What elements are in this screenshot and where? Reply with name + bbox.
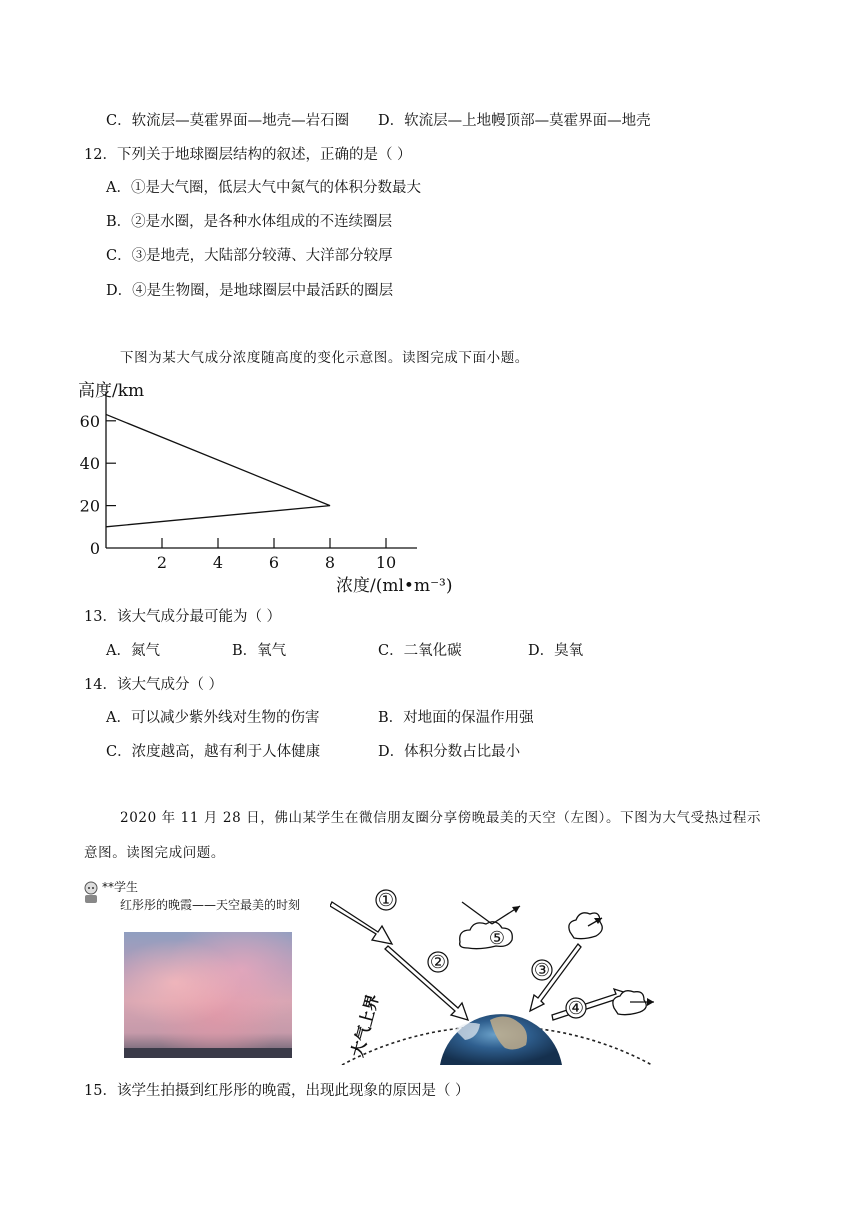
q14-option-a: A．可以减少紫外线对生物的伤害 — [106, 710, 320, 726]
q14-option-d: D．体积分数占比最小 — [378, 744, 521, 760]
q13-stem: 13．该大气成分最可能为（ ） — [84, 609, 282, 625]
x-tick-label: 8 — [324, 553, 336, 572]
q14-stem: 14．该大气成分（ ） — [84, 677, 224, 693]
q14-option-c: C．浓度越高，越有利于人体健康 — [106, 744, 321, 760]
avatar — [80, 880, 102, 906]
concentration-chart — [60, 370, 480, 600]
sunset-photo — [124, 932, 292, 1058]
label-2: ② — [429, 952, 447, 973]
q12-stem: 12．下列关于地球圈层结构的叙述，正确的是（ ） — [84, 147, 412, 163]
q11-option-c: C．软流层—莫霍界面—地壳—岩石圈 — [106, 113, 350, 129]
label-3: ③ — [533, 960, 551, 981]
q11-option-d: D．软流层—上地幔顶部—莫霍界面—地壳 — [378, 113, 651, 129]
q12-option-b: B．②是水圈，是各种水体组成的不连续圈层 — [106, 214, 393, 230]
q13-option-c: C．二氧化碳 — [378, 643, 462, 659]
ground-radiation-arrow — [385, 946, 468, 1020]
q12-option-a: A．①是大气圈，低层大气中氮气的体积分数最大 — [106, 180, 421, 196]
chart-xlabel: 浓度/(ml•m⁻³) — [336, 576, 453, 596]
boundary-label: 大气上界 — [347, 992, 383, 1060]
label-4: ④ — [567, 998, 585, 1019]
chart-intro: 下图为某大气成分浓度随高度的变化示意图。读图完成下面小题。 — [120, 350, 529, 366]
x-tick-label: 10 — [375, 553, 397, 572]
post-caption: 红彤彤的晚霞——天空最美的时刻 — [120, 898, 301, 912]
x-tick-label: 6 — [268, 553, 280, 572]
chart-ylabel: 高度/km — [78, 381, 145, 401]
post-user: **学生 — [102, 880, 139, 894]
label-5: ⑤ — [488, 928, 506, 949]
q14-option-b: B．对地面的保温作用强 — [378, 710, 534, 726]
heating-process-diagram — [330, 880, 670, 1065]
q13-option-a: A．氮气 — [106, 643, 160, 659]
heat-intro-line2: 意图。读图完成问题。 — [84, 845, 225, 861]
series-line — [106, 414, 330, 526]
heat-intro-line1: 2020 年 11 月 28 日，佛山某学生在微信朋友圈分享傍晚最美的天空（左图）。下图为大气受热过程示 — [120, 810, 762, 826]
q15-stem: 15．该学生拍摄到红彤彤的晚霞，出现此现象的原因是（ ） — [84, 1083, 470, 1099]
x-tick-label: 4 — [212, 553, 224, 572]
photo-skyline — [124, 1048, 292, 1058]
q12-option-d: D．④是生物圈，是地球圈层中最活跃的圈层 — [106, 283, 394, 299]
reflection-arrow-5 — [462, 902, 492, 924]
label-1: ① — [377, 890, 395, 911]
cloud-upper-right — [569, 913, 602, 939]
y-tick-label: 60 — [79, 411, 100, 431]
y-tick-label: 20 — [79, 496, 100, 516]
y-tick-label: 40 — [79, 454, 100, 474]
q13-option-b: B．氧气 — [232, 643, 287, 659]
y-tick-label: 0 — [89, 539, 100, 558]
q13-option-d: D．臭氧 — [528, 643, 584, 659]
x-tick-label: 2 — [156, 553, 168, 572]
q12-option-c: C．③是地壳，大陆部分较薄、大洋部分较厚 — [106, 248, 393, 264]
